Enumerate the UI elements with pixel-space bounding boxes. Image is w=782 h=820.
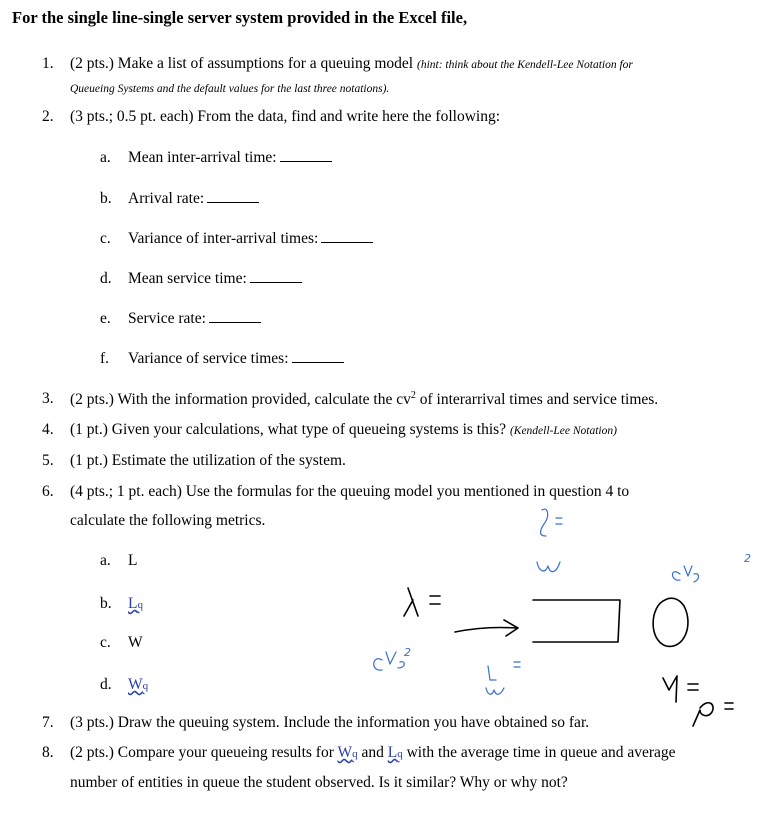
q5-text: (1 pt.) Estimate the utilization of the system. (70, 452, 346, 469)
q2-item-a-label: Mean inter-arrival time: (128, 149, 277, 166)
q8-l-sub: q (397, 748, 403, 760)
q1-hint: (hint: think about the Kendell-Lee Notation for (416, 59, 633, 71)
q6-number: 6. (42, 483, 54, 500)
q4-hint: (Kendell-Lee Notation) (509, 425, 617, 437)
q7-text: (3 pts.) Draw the queuing system. Include the information you have obtained so far. (70, 714, 590, 731)
q3-number: 3. (42, 390, 54, 407)
q6-item-d-letter: d. (100, 676, 112, 693)
q2-item-d-label: Mean service time: (128, 270, 247, 287)
q2-item-e-letter: e. (100, 310, 111, 327)
q4-number: 4. (42, 421, 54, 438)
q2-item-a-letter: a. (100, 149, 111, 166)
q2-number: 2. (42, 108, 54, 125)
server-circle (653, 598, 688, 646)
q8-body-end: with the average time in queue and average (402, 744, 676, 761)
q8-w: W (337, 744, 353, 761)
wq-note (486, 688, 504, 694)
q3-sup: 2 (410, 390, 416, 401)
q8-mid: and (357, 744, 388, 761)
q6-item-c-letter: c. (100, 634, 111, 651)
q7-number: 7. (42, 714, 54, 731)
q8-body: (2 pts.) Compare your queueing results for (70, 744, 338, 761)
lq-note (488, 662, 520, 680)
q3-body: (2 pts.) With the information provided, calculate the cv (70, 391, 411, 409)
q6-item-a-label: L (128, 552, 138, 569)
cva-squared: 2 (404, 646, 411, 659)
cva-note (374, 652, 405, 670)
arrow-icon (455, 620, 518, 636)
q8-number: 8. (42, 744, 54, 761)
q1-hint-cont: Queueing Systems and the default values for the last three notations). (70, 83, 390, 95)
q6-item-d-label: W (128, 676, 143, 693)
q1-body: (2 pts.) Make a list of assumptions for a queuing model (70, 55, 417, 72)
q6-item-d-sub: q (142, 680, 149, 692)
l-equals-note (541, 509, 563, 536)
q2-item-c-letter: c. (100, 230, 111, 247)
queue-box (533, 600, 620, 642)
equals-mark (430, 596, 440, 604)
mu-symbol (663, 676, 677, 702)
q6-item-b-letter: b. (100, 595, 112, 612)
lambda-symbol (404, 588, 418, 616)
w-note (537, 562, 560, 572)
q2-item-b-label: Arrival rate: (128, 190, 205, 207)
q8-l: L (387, 744, 398, 761)
q2-text: (3 pts.; 0.5 pt. each) From the data, find and write here the following: (70, 108, 501, 125)
q2-item-c-label: Variance of inter-arrival times: (128, 230, 319, 247)
q8-text-cont: number of entities in queue the student observed. Is it similar? Why or why not? (70, 774, 568, 791)
q5-number: 5. (42, 452, 54, 469)
cvs-squared: 2 (744, 552, 751, 565)
q2-item-e-label: Service rate: (128, 310, 206, 327)
q3-body-end: of interarrival times and service times. (415, 391, 659, 409)
equals-mark (688, 684, 698, 690)
q1-number: 1. (42, 55, 54, 72)
q4-body: (1 pt.) Given your calculations, what type of queueing systems is this? (70, 421, 510, 438)
q6-text: (4 pts.; 1 pt. each) Use the formulas for the queuing model you mentioned in question 4 to (70, 483, 630, 500)
cvs-note (673, 566, 699, 582)
q8-w-sub: q (352, 748, 358, 760)
q6-item-a-letter: a. (100, 552, 111, 569)
q2-item-f-label: Variance of service times: (128, 350, 289, 367)
q2-item-b-letter: b. (100, 190, 112, 207)
equals-mark (725, 703, 733, 709)
q6-item-c-label: W (128, 634, 143, 651)
q2-item-d-letter: d. (100, 270, 112, 287)
page-title: For the single line-single server system provided in the Excel file, (12, 8, 468, 27)
q2-item-f-letter: f. (100, 350, 110, 367)
q6-item-b-label: L (128, 595, 138, 612)
rho-symbol (693, 703, 713, 726)
q6-item-b-sub: q (137, 599, 143, 611)
q6-text-cont: calculate the following metrics. (70, 512, 266, 529)
